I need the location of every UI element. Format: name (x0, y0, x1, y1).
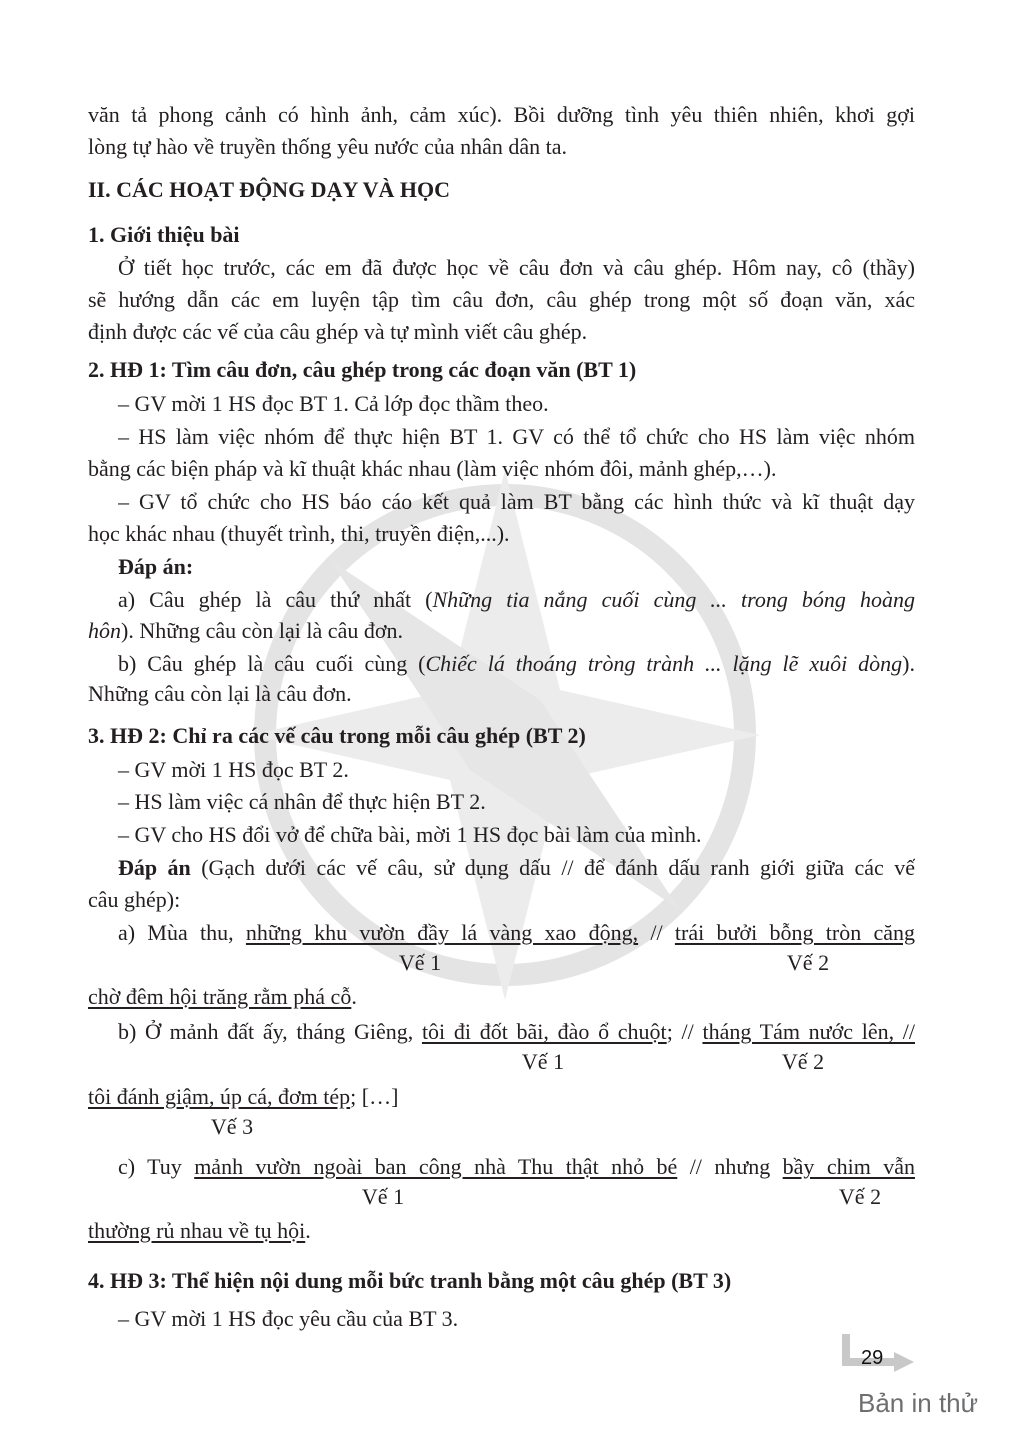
text-segment: định được các vế của câu ghép và tự mình viết câu ghép. (88, 319, 588, 344)
body-line (118, 253, 915, 283)
text-segment: . (351, 984, 357, 1009)
body-line (88, 285, 915, 315)
text-segment: a) Câu ghép là câu thứ nhất ( (118, 587, 433, 612)
text-segment: – GV mời 1 HS đọc BT 2. (118, 757, 349, 782)
text-segment: 3. HĐ 2: Chỉ ra các vế câu trong mỗi câu ghép (BT 2) (88, 723, 586, 748)
example-line (88, 982, 915, 1012)
underlined-clause: tôi đánh giậm, úp cá, đơm tép (88, 1084, 351, 1109)
subheading (88, 220, 915, 250)
underlined-clause: chờ đêm hội trăng rằm phá cỗ (88, 984, 352, 1009)
example-line (88, 1216, 915, 1246)
text-segment: (Gạch dưới các vế câu, sử dụng dấu // để đánh dấu ranh giới giữa các vế (190, 855, 915, 880)
body-line (118, 389, 915, 419)
underlined-clause: tháng Tám nước lên, // (702, 1019, 915, 1044)
text-segment: Đáp án (118, 855, 191, 880)
text-segment: 4. HĐ 3: Thể hiện nội dung mỗi bức tranh bằng một câu ghép (BT 3) (88, 1268, 732, 1293)
text-segment: ). (902, 651, 915, 676)
text-segment: lòng tự hào về truyền thống yêu nước của nhân dân ta. (88, 134, 568, 159)
body-line (118, 487, 915, 517)
text-segment: 2. HĐ 1: Tìm câu đơn, câu ghép trong các đoạn văn (BT 1) (88, 357, 637, 382)
text-segment: – GV mời 1 HS đọc yêu cầu của BT 3. (118, 1306, 459, 1331)
clause-label: Vế 1 (398, 950, 442, 975)
text-segment: hôn (88, 618, 121, 643)
text-segment: . (305, 1218, 311, 1243)
clause-label: Vế 2 (781, 1049, 825, 1074)
text-segment: ; // (666, 1019, 703, 1044)
text-segment: học khác nhau (thuyết trình, thi, truyền điện,...). (88, 521, 510, 546)
text-segment: Những câu còn lại là câu đơn. (88, 681, 352, 706)
page-number: 29 (861, 1347, 884, 1369)
text-segment: – GV tổ chức cho HS báo cáo kết quả làm BT bằng các hình thức và kĩ thuật dạy (118, 489, 915, 514)
clause-label: Vế 1 (361, 1184, 405, 1209)
text-segment: Những tia nắng cuối cùng ... trong bóng hoàng (432, 587, 915, 612)
body-line (88, 679, 915, 709)
subheading (88, 721, 915, 751)
clause-label: Vế 1 (521, 1049, 565, 1074)
text-segment: ; […] (350, 1084, 399, 1109)
text-segment: a) Mùa thu, (118, 920, 246, 945)
example-line (88, 1082, 915, 1112)
text-segment: Chiếc lá thoáng tròng trành ... lặng lẽ xuôi dòng (425, 651, 903, 676)
text-segment: ). Những câu còn lại là câu đơn. (121, 618, 403, 643)
body-line (118, 853, 915, 883)
body-line (88, 132, 915, 162)
example-line (118, 918, 915, 948)
text-segment: – GV mời 1 HS đọc BT 1. Cả lớp đọc thầm theo. (118, 391, 549, 416)
underlined-clause: thường rủ nhau về tụ hội (88, 1218, 306, 1243)
text-segment: – HS làm việc nhóm để thực hiện BT 1. GV có thể tổ chức cho HS làm việc nhóm (118, 424, 915, 449)
body-line (88, 519, 915, 549)
text-segment: Ở tiết học trước, các em đã được học về câu đơn và câu ghép. Hôm nay, cô (thầy) (118, 255, 915, 280)
body-line (118, 585, 915, 615)
subheading (88, 355, 915, 385)
text-segment: câu ghép): (88, 887, 181, 912)
text-segment: 1. Giới thiệu bài (88, 222, 240, 247)
body-line (118, 755, 915, 785)
text-segment: b) Ở mảnh đất ấy, tháng Giêng, (118, 1019, 422, 1044)
body-line (118, 649, 915, 679)
body-line (118, 787, 915, 817)
body-line (118, 820, 915, 850)
body-line (88, 616, 915, 646)
text-segment: II. CÁC HOẠT ĐỘNG DẠY VÀ HỌC (88, 177, 451, 202)
text-segment: bằng các biện pháp và kĩ thuật khác nhau (làm việc nhóm đôi, mảnh ghép,…). (88, 456, 777, 481)
body-line (88, 100, 915, 130)
text-segment: – GV cho HS đổi vở để chữa bài, mời 1 HS đọc bài làm của mình. (118, 822, 702, 847)
answer-label (118, 552, 915, 582)
underlined-clause: tôi đi đốt bãi, đào ổ chuột (421, 1019, 667, 1044)
text-segment: // nhưng (677, 1154, 783, 1179)
body-line (88, 317, 915, 347)
underlined-clause: mảnh vườn ngoài ban công nhà Thu thật nhỏ bé (194, 1154, 678, 1179)
text-segment: Đáp án: (118, 554, 194, 579)
text-segment: sẽ hướng dẫn các em luyện tập tìm câu đơn, câu ghép trong một số đoạn văn, xác (88, 287, 915, 312)
proof-mark: Bản in thử (858, 1388, 979, 1418)
subheading (88, 1266, 915, 1296)
text-segment: văn tả phong cảnh có hình ảnh, cảm xúc). Bồi dưỡng tình yêu thiên nhiên, khơi gợi (88, 102, 915, 127)
text-segment: b) Câu ghép là câu cuối cùng ( (118, 651, 426, 676)
text-segment: // (638, 920, 675, 945)
example-line (118, 1017, 915, 1047)
clause-label: Vế 2 (838, 1184, 882, 1209)
section-heading (88, 175, 915, 205)
clause-label: Vế 2 (786, 950, 830, 975)
text-segment: c) Tuy (118, 1154, 195, 1179)
body-line (88, 454, 915, 484)
example-line (118, 1152, 915, 1182)
text-segment: – HS làm việc cá nhân để thực hiện BT 2. (118, 789, 486, 814)
body-line (118, 1304, 915, 1334)
underlined-clause: trái bưởi bỗng tròn căng (674, 920, 915, 945)
underlined-clause: những khu vườn đầy lá vàng xao động, (245, 920, 639, 945)
body-line (118, 422, 915, 452)
clause-label: Vế 3 (210, 1114, 254, 1139)
body-line (88, 885, 915, 915)
underlined-clause: bầy chim vẫn (782, 1154, 915, 1179)
